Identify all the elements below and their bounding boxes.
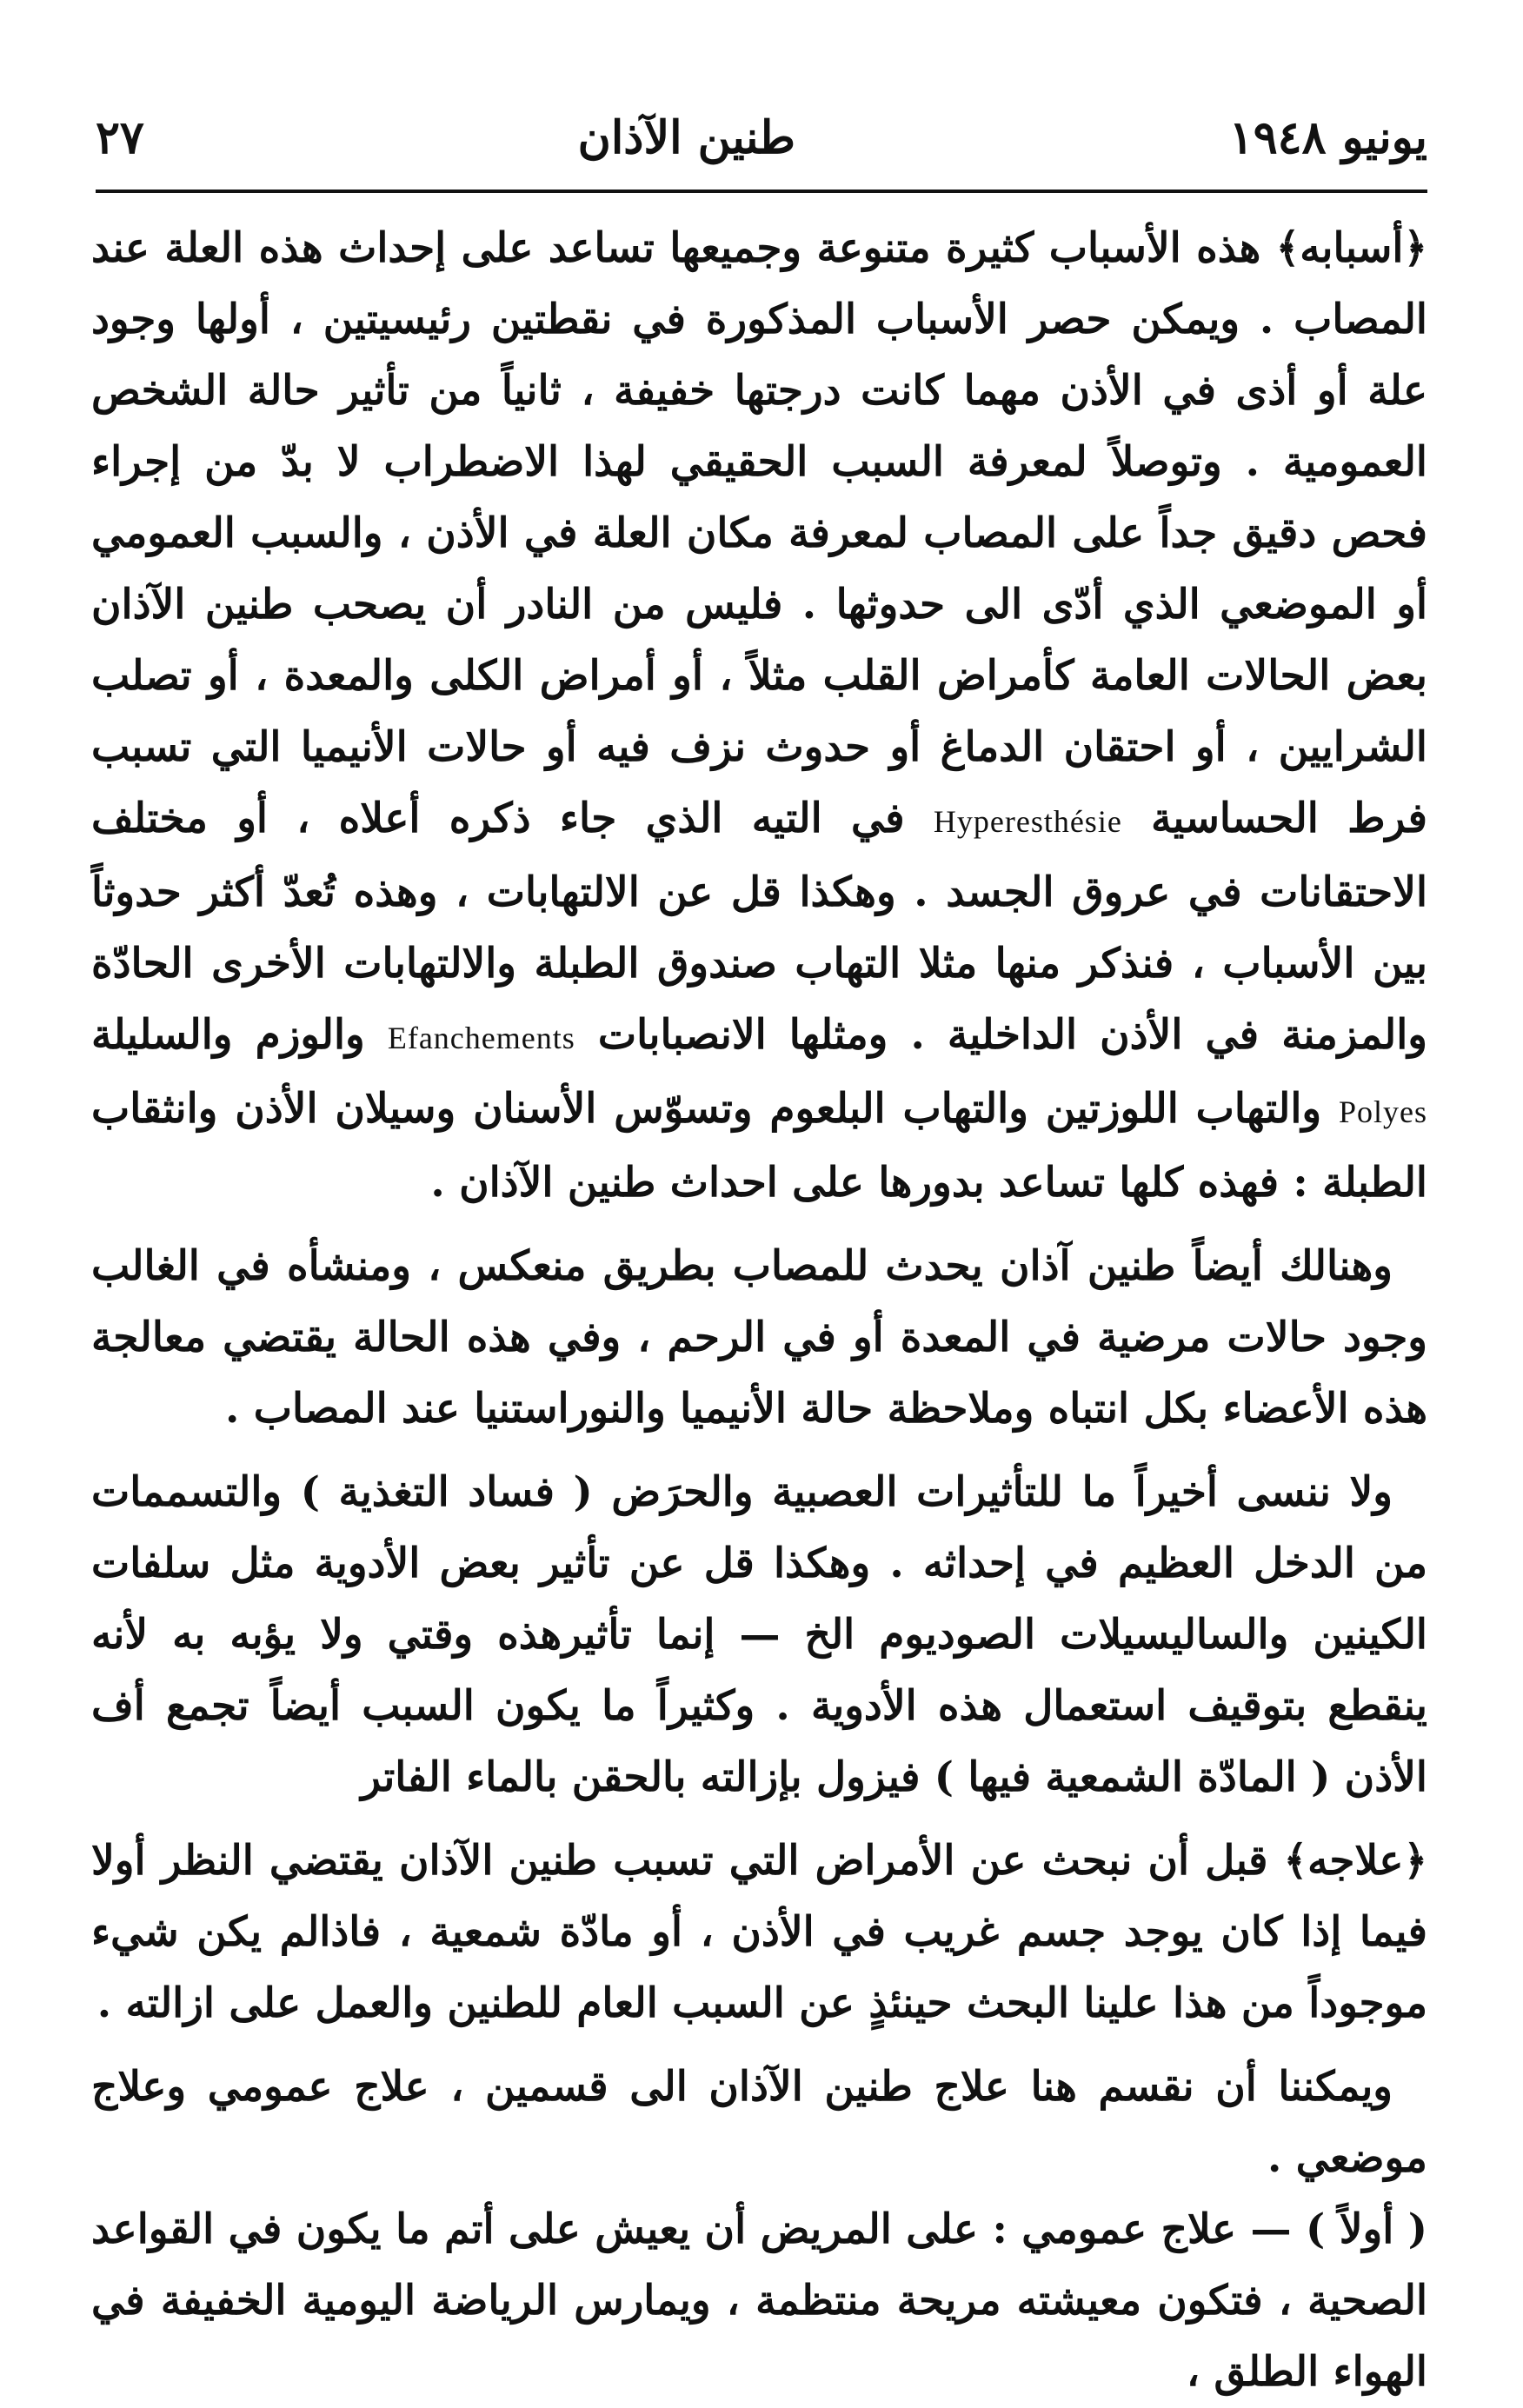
running-title: طنين الآذان <box>577 110 796 164</box>
latin-term-efanchements: Efanchements <box>387 1021 575 1055</box>
header-rule <box>96 190 1427 193</box>
causes-text-middle: في التيه الذي جاء ذكره أعلاه ، أو مختلف الاحتقانات في عروق الجسد . وهكذا قل عن الالتهابات ، وهذه تُعدّ أكثر حدوثاً بين الأسباب ، فنذكر منها مثلا التهاب صندوق الطبلة والالتهابات الأخرى الحادّة والمزمنة في الأذن الداخلية . ومثلها الانصبابات <box>91 795 1427 1059</box>
latin-term-polyes: Polyes <box>1338 1094 1427 1129</box>
paragraph-general-treatment: ( أولاً ) — علاج عمومي : على المريض أن يعيش على أتم ما يكون في القواعد الصحية ، فتكون معيشته مريحة منتظمة ، ويمارس الرياضة اليومية الخفيفة في الهواء الطلق ، <box>91 2205 1427 2396</box>
paragraph-reflex: وهنالك أيضاً طنين آذان يحدث للمصاب بطريق منعكس ، ومنشأه في الغالب وجود حالات مرضية في المعدة أو في الرحم ، وفي هذه الحالة يقتضي معالجة هذه الأعضاء بكل انتباه وملاحظة حالة الأنيميا والنوراستنيا عند المصاب . <box>91 1242 1427 1433</box>
causes-text-end: والتهاب اللوزتين والتهاب البلعوم وتسوّس الأسنان وسيلان الأذن وانثقاب الطبلة : فهذه كلها تساعد بدورها على احداث طنين الآذان . <box>91 1085 1427 1207</box>
page-number: ٢٧ <box>96 110 144 164</box>
causes-text: ﴿أسبابه﴾ هذه الأسباب كثيرة متنوعة وجميعها تساعد على إحداث هذه العلة عند المصاب . ويمكن حصر الأسباب المذكورة في نقطتين رئيسيتين ، أولها وجود علة أو أذى في الأذن مهما كانت درجتها خفيفة ، ثانياً من تأثير حالة الشخص العمومية . وتوصلاً لمعرفة السبب الحقيقي لهذا الاضطراب لا بدّ من إجراء فحص دقيق جداً على المصاب لمعرفة مكان العلة في الأذن ، والسبب العمومي أو الموضعي الذي أدّى الى حدوثها . فليس من النادر أن يصحب طنين الآذان بعض الحالات العامة كأمراض القلب مثلاً ، أو أمراض الكلى والمعدة ، أو تصلب الشرايين ، أو احتقان الدماغ أو حدوث نزف فيه أو حالات الأنيميا التي تسبب فرط الحساسية <box>91 224 1427 842</box>
paragraph-causes <box>91 213 1427 1219</box>
paragraph-nervous: ولا ننسى أخيراً ما للتأثيرات العصبية والحرَض ( فساد التغذية ) والتسممات من الدخل العظيم في إحداثه . وهكذا قل عن تأثير بعض الأدوية مثل سلفات الكينين والساليسيلات الصوديوم الخ — إنما تأثيرهذه وقتي ولا يؤبه به لأنه ينقطع بتوقيف استعمال هذه الأدوية . وكثيراً ما يكون السبب أيضاً تجمع أف الأذن ( المادّة الشمعية فيها ) فيزول بإزالته بالحقن بالماء الفاتر <box>91 1468 1427 1801</box>
causes-text-middle-2: والوزم والسليلة <box>91 1011 365 1059</box>
latin-term-hyperesthesie: Hyperesthésie <box>933 804 1122 839</box>
issue-date: يونيو ١٩٤٨ <box>1228 110 1427 164</box>
paragraph-treatment-types: ويمكننا أن نقسم هنا علاج طنين الآذان الى قسمين ، علاج عمومي وعلاج موضعي . <box>91 2063 1427 2182</box>
article-body <box>91 213 1427 2408</box>
page-header <box>96 103 1427 172</box>
paragraph-treatment: ﴿علاجه﴾ قبل أن نبحث عن الأمراض التي تسبب طنين الآذان يقتضي النظر أولا فيما إذا كان يوجد جسم غريب في الأذن ، أو مادّة شمعية ، فاذالم يكن شيء موجوداً من هذا علينا البحث حينئذٍ عن السبب العام للطنين والعمل على ازالته . <box>91 1837 1427 2027</box>
